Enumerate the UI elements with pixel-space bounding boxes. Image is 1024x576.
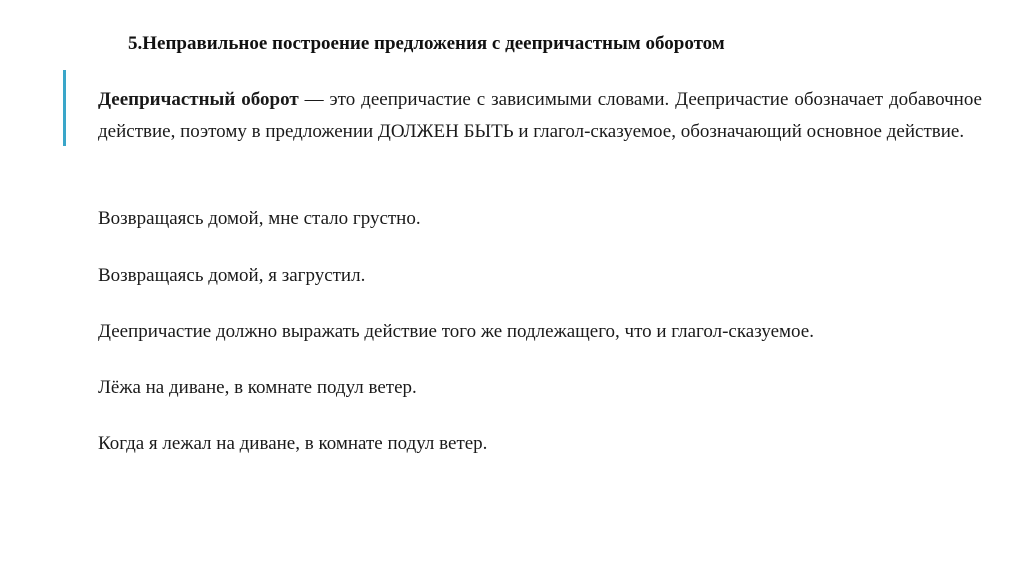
accent-bar	[63, 70, 66, 146]
example-incorrect-2: Лёжа на диване, в комнате подул ветер.	[98, 377, 417, 398]
slide-title: 5.Неправильное построение предложения с деепричастным оборотом	[128, 33, 725, 54]
example-correct-2: Когда я лежал на диване, в комнате подул ветер.	[98, 433, 488, 454]
definition-paragraph	[98, 84, 982, 148]
example-incorrect-1: Возвращаясь домой, мне стало грустно.	[98, 208, 421, 229]
rule-statement: Деепричастие должно выражать действие того же подлежащего, что и глагол-сказуемое.	[98, 321, 814, 342]
definition-text: — это деепричастие с зависимыми словами. Деепричастие обозначает добавочное действие, поэтому в предложении ДОЛЖЕН БЫТЬ и глагол-сказуемое, обозначающий основное действие.	[98, 89, 982, 142]
example-correct-1: Возвращаясь домой, я загрустил.	[98, 265, 366, 286]
definition-term: Деепричастный оборот	[98, 89, 299, 110]
